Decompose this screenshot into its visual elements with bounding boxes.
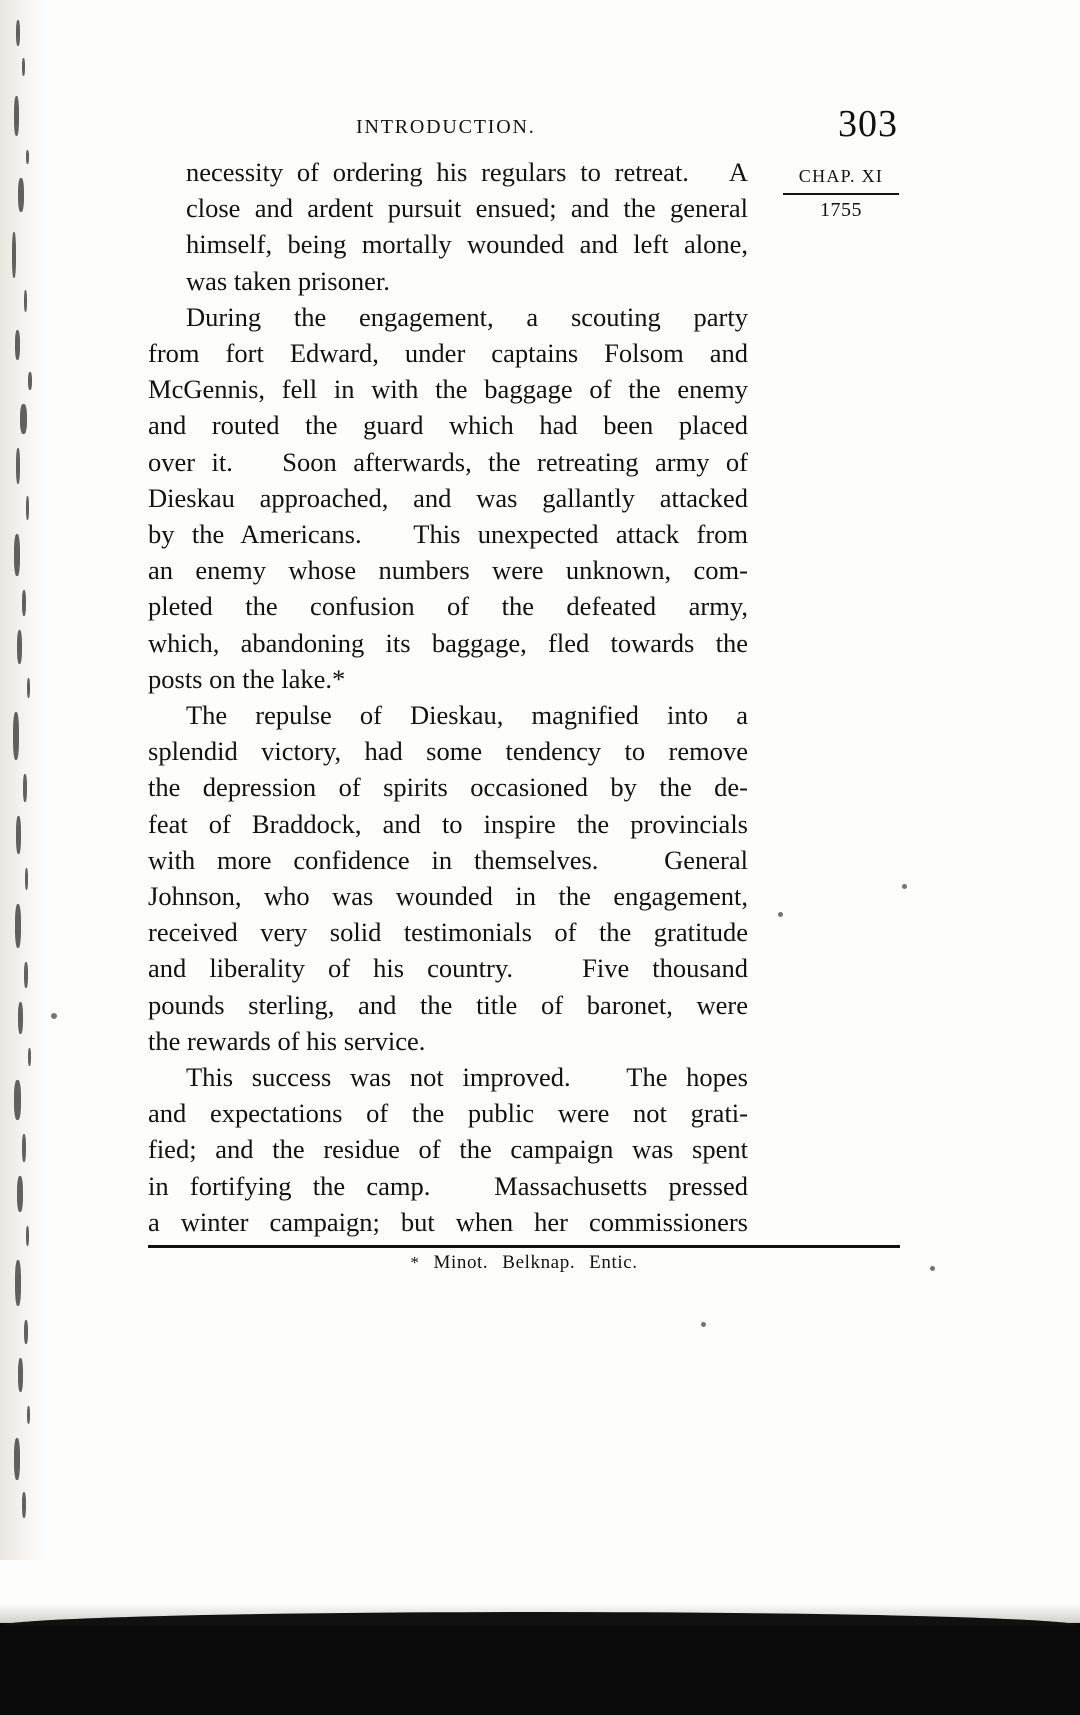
text-line: the rewards of his service. xyxy=(148,1025,426,1056)
footnote-source: Entic. xyxy=(589,1252,638,1273)
chapter-label: CHAP. XI xyxy=(798,166,884,186)
year-label: 1755 xyxy=(820,199,862,221)
text-line: with more confidence in themselves. General xyxy=(148,844,748,875)
text-line: Johnson, who was wounded in the engagement, xyxy=(148,881,748,912)
paragraph xyxy=(148,299,748,697)
text-line: necessity of ordering his regulars to retreat. A xyxy=(186,157,748,187)
paragraph xyxy=(148,1059,748,1240)
text-line: and expectations of the public were not grati- xyxy=(148,1098,748,1129)
text-line: was taken prisoner. xyxy=(186,265,390,296)
paragraph xyxy=(148,697,748,1059)
page-header xyxy=(148,103,898,154)
marginal-note xyxy=(776,166,906,222)
page-speck xyxy=(902,884,907,889)
text-line: close and ardent pursuit ensued; and the general xyxy=(186,193,748,224)
text-line: in fortifying the camp. Massachusetts pressed xyxy=(148,1170,748,1201)
body-text xyxy=(148,154,748,1240)
text-line: and routed the guard which had been placed xyxy=(148,410,748,441)
footnote-source: Minot. xyxy=(433,1252,489,1273)
text-line: posts on the lake.* xyxy=(148,663,346,694)
scanner-bed-band xyxy=(0,1623,1080,1715)
text-line: The repulse of Dieskau, magnified into a xyxy=(186,700,748,731)
text-line: splendid victory, had some tendency to remove xyxy=(148,736,748,767)
page-speck xyxy=(930,1266,935,1271)
text-line: Dieskau approached, and was gallantly attacked xyxy=(148,482,748,513)
text-line: During the engagement, a scouting party xyxy=(186,301,748,332)
text-line: himself, being mortally wounded and left alone, xyxy=(186,229,748,260)
footnote xyxy=(148,1252,900,1274)
page-content xyxy=(148,103,898,1240)
text-line: an enemy whose numbers were unknown, com- xyxy=(148,555,748,586)
text-line: a winter campaign; but when her commissioners xyxy=(148,1206,748,1237)
page-speck xyxy=(51,1013,57,1019)
text-line: pounds sterling, and the title of baronet, were xyxy=(148,989,748,1020)
running-head: INTRODUCTION. xyxy=(356,116,536,138)
page-speck xyxy=(701,1322,706,1327)
page-number: 303 xyxy=(838,103,898,145)
text-line: This success was not improved. The hopes xyxy=(186,1062,748,1093)
paragraph xyxy=(148,154,748,299)
text-line: by the Americans. This unexpected attack from xyxy=(148,519,748,550)
text-line: the depression of spirits occasioned by the de- xyxy=(148,772,748,803)
text-line: from fort Edward, under captains Folsom and xyxy=(148,338,748,369)
text-line: pleted the confusion of the defeated army, xyxy=(148,591,748,622)
text-line: received very solid testimonials of the gratitude xyxy=(148,917,748,948)
footnote-source: Belknap. xyxy=(502,1252,576,1273)
text-line: feat of Braddock, and to inspire the provincials xyxy=(148,808,748,839)
footnote-separator xyxy=(148,1245,900,1248)
footnote-marker: * xyxy=(410,1253,420,1272)
text-line: McGennis, fell in with the baggage of the enemy xyxy=(148,374,748,405)
sidenote-rule xyxy=(783,193,899,195)
text-line: over it. Soon afterwards, the retreating army of xyxy=(148,446,748,477)
text-line: and liberality of his country. Five thousand xyxy=(148,953,748,984)
text-line: fied; and the residue of the campaign was spent xyxy=(148,1134,748,1165)
text-line: which, abandoning its baggage, fled towards the xyxy=(148,627,748,658)
gutter-speckles xyxy=(6,0,40,1560)
